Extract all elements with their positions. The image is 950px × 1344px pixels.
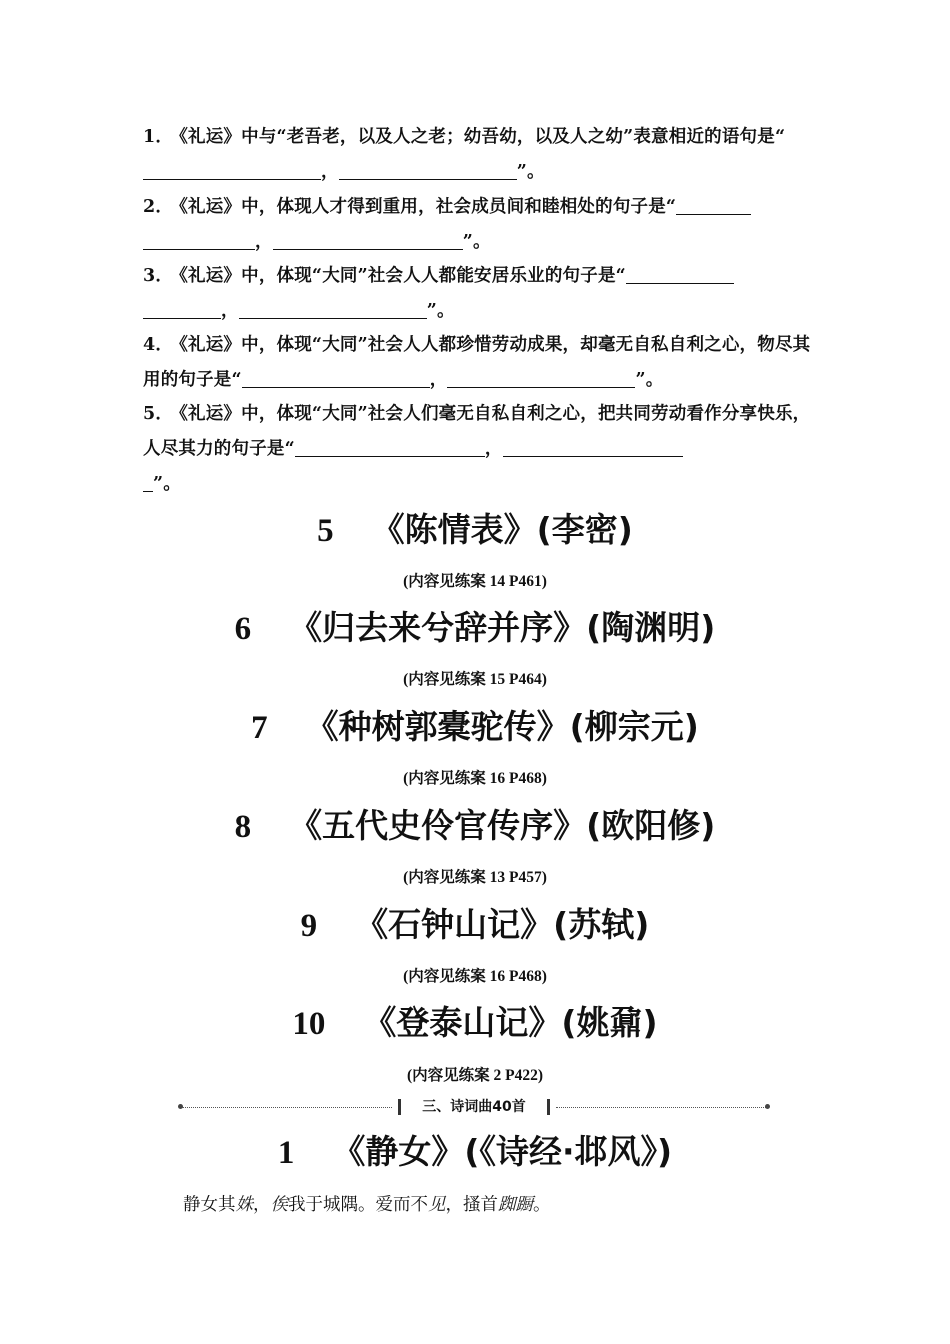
section-title-5: 5 《陈情表》(李密): [317, 510, 633, 549]
question-3: 3． 《礼运》中，体现“大同”社会人人都能安居乐业的句子是“ ， ”。: [143, 259, 811, 329]
section-ref-6: (内容见练案 15 P464): [403, 671, 547, 688]
answer-blank[interactable]: [626, 261, 734, 284]
section-title-8: 8 《五代史伶官传序》(欧阳修): [234, 806, 716, 845]
answer-blank[interactable]: [143, 469, 153, 492]
question-text: 《礼运》中，体现“大同”社会人们毫无自私自利之心，把共同劳动看作分享快乐，人尽其力的句子是“: [143, 404, 811, 459]
question-text: 《礼运》中，体现人才得到重用，社会成员间和睦相处的句子是“: [179, 197, 677, 217]
annotated-word: 踟蹰: [498, 1195, 533, 1215]
answer-blank[interactable]: [503, 434, 683, 457]
divider-dot: [765, 1104, 770, 1109]
question-4: 4． 《礼运》中，体现“大同”社会人人都珍惜劳动成果，却毫无自私自利之心，物尽其用的句子是“ ， ”。: [143, 335, 811, 390]
annotated-word: 俟: [270, 1195, 288, 1215]
part-divider: [178, 1097, 770, 1117]
section-title-10: 10 《登泰山记》(姚鼐): [292, 1003, 658, 1042]
divider-label: 三、诗词曲40首: [422, 1099, 526, 1115]
annotated-word: 见: [428, 1195, 446, 1215]
answer-blank[interactable]: [239, 296, 427, 319]
section-title-6: 6 《归去来兮辞并序》(陶渊明): [234, 608, 716, 647]
section-title-9: 9 《石钟山记》(苏轼): [300, 905, 650, 944]
answer-blank[interactable]: [339, 157, 517, 180]
section-ref-7: (内容见练案 16 P468): [403, 770, 547, 787]
answer-blank[interactable]: [242, 365, 430, 388]
answer-blank[interactable]: [447, 365, 635, 388]
section-title-7: 7 《种树郭橐驼传》(柳宗元): [251, 707, 699, 746]
poem-line: 静女其姝，俟我于城隅。爱而不见，搔首踟蹰。: [183, 1195, 551, 1215]
divider-line-right: [556, 1107, 766, 1108]
answer-blank[interactable]: [143, 157, 321, 180]
divider-bar-right: [547, 1099, 550, 1115]
question-2: 2． 《礼运》中，体现人才得到重用，社会成员间和睦相处的句子是“ ， ”。: [143, 190, 811, 260]
answer-blank[interactable]: [676, 192, 751, 215]
answer-blank[interactable]: [273, 227, 463, 250]
section-ref-10: (内容见练案 2 P422): [406, 1067, 544, 1084]
question-text: 《礼运》中，体现“大同”社会人人都能安居乐业的句子是“: [179, 266, 626, 286]
section-ref-9: (内容见练案 16 P468): [403, 968, 547, 985]
answer-blank[interactable]: [143, 227, 255, 250]
question-text: 《礼运》中与“老吾老，以及人之老；幼吾幼，以及人之幼”表意相近的语句是“: [179, 127, 786, 147]
answer-blank[interactable]: [143, 296, 221, 319]
poem-section-title: 1 《静女》(《诗经·邶风》): [277, 1132, 673, 1171]
annotated-word: 姝: [235, 1195, 253, 1215]
section-ref-5: (内容见练案 14 P461): [403, 573, 547, 590]
section-ref-8: (内容见练案 13 P457): [403, 869, 547, 886]
question-1: 1． 《礼运》中与“老吾老，以及人之老；幼吾幼，以及人之幼”表意相近的语句是“， ”。: [143, 127, 786, 182]
question-5: 5． 《礼运》中，体现“大同”社会人们毫无自私自利之心，把共同劳动看作分享快乐，人尽其力的句子是“ ， ”。: [143, 404, 811, 494]
question-text: 《礼运》中，体现“大同”社会人人都珍惜劳动成果，却毫无自私自利之心，物尽其用的句子是“: [143, 335, 811, 390]
answer-blank[interactable]: [295, 434, 485, 457]
